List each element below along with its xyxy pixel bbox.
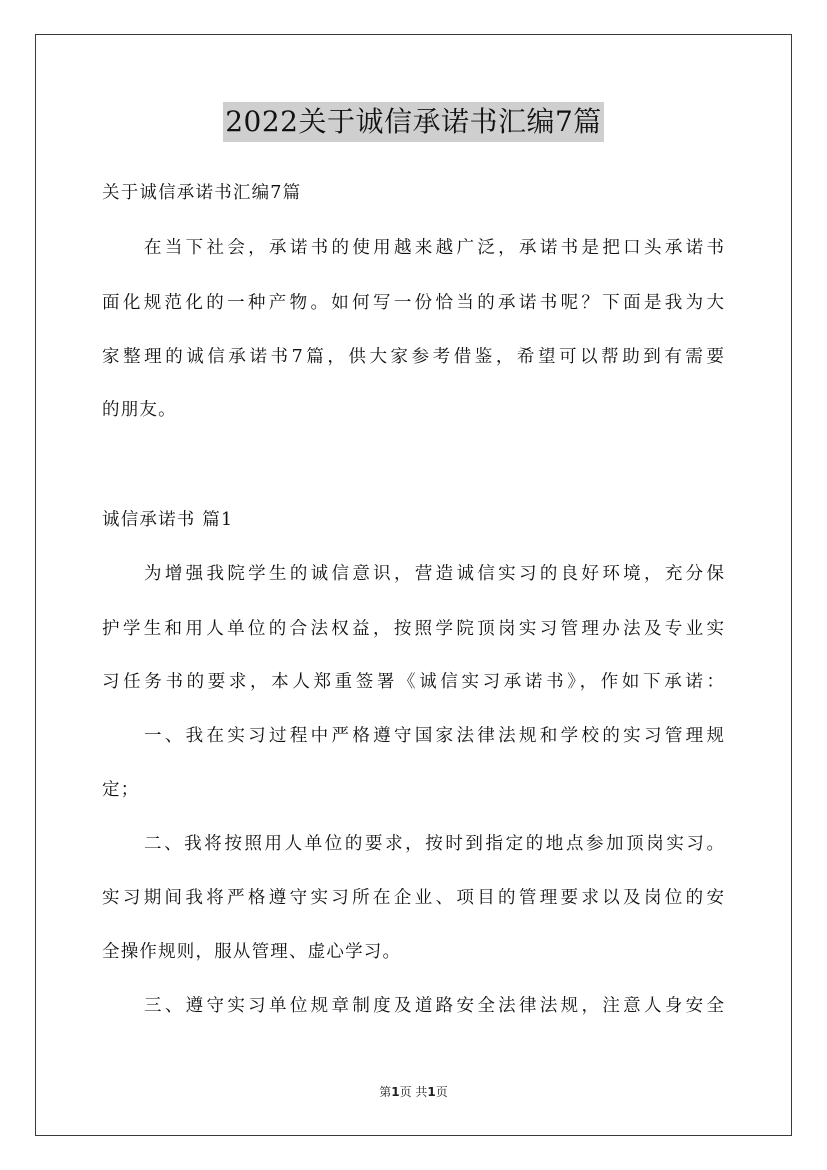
document-subtitle: 关于诚信承诺书汇编7篇	[102, 183, 302, 203]
footer-page-total: 1	[427, 1085, 436, 1099]
section-line-6: 二、我将按照用人单位的要求，按时到指定的地点参加顶岗实习。	[144, 834, 724, 854]
section-line-1: 为增强我院学生的诚信意识，营造诚信实习的良好环境，充分保	[144, 564, 724, 584]
footer-prefix: 第	[379, 1085, 392, 1099]
section-line-5: 定；	[102, 780, 140, 800]
intro-line-3: 家整理的诚信承诺书7篇，供大家参考借鉴，希望可以帮助到有需要	[102, 347, 724, 367]
section-line-4: 一、我在实习过程中严格遵守国家法律法规和学校的实习管理规	[144, 726, 724, 746]
intro-line-2: 面化规范化的一种产物。如何写一份恰当的承诺书呢？下面是我为大	[102, 293, 724, 313]
footer-mid: 页 共	[399, 1085, 428, 1099]
section-line-3: 习任务书的要求，本人郑重签署《诚信实习承诺书》，作如下承诺：	[102, 672, 724, 692]
section-line-9: 三、遵守实习单位规章制度及道路安全法律法规，注意人身安全	[144, 996, 724, 1016]
footer-page-number: 1	[391, 1085, 400, 1099]
section-line-8: 全操作规则，服从管理、虚心学习。	[102, 942, 402, 962]
section-line-2: 护学生和用人单位的合法权益，按照学院顶岗实习管理办法及专业实	[102, 619, 724, 639]
footer-suffix: 页	[435, 1085, 448, 1099]
intro-line-1: 在当下社会，承诺书的使用越来越广泛，承诺书是把口头承诺书	[144, 238, 724, 258]
page-footer	[0, 1083, 827, 1100]
section-heading: 诚信承诺书 篇1	[102, 510, 234, 530]
intro-line-4: 的朋友。	[102, 400, 177, 420]
document-title: 2022关于诚信承诺书汇编7篇	[223, 102, 604, 142]
title-container	[0, 102, 827, 142]
section-line-7: 实习期间我将严格遵守实习所在企业、项目的管理要求以及岗位的安	[102, 888, 724, 908]
